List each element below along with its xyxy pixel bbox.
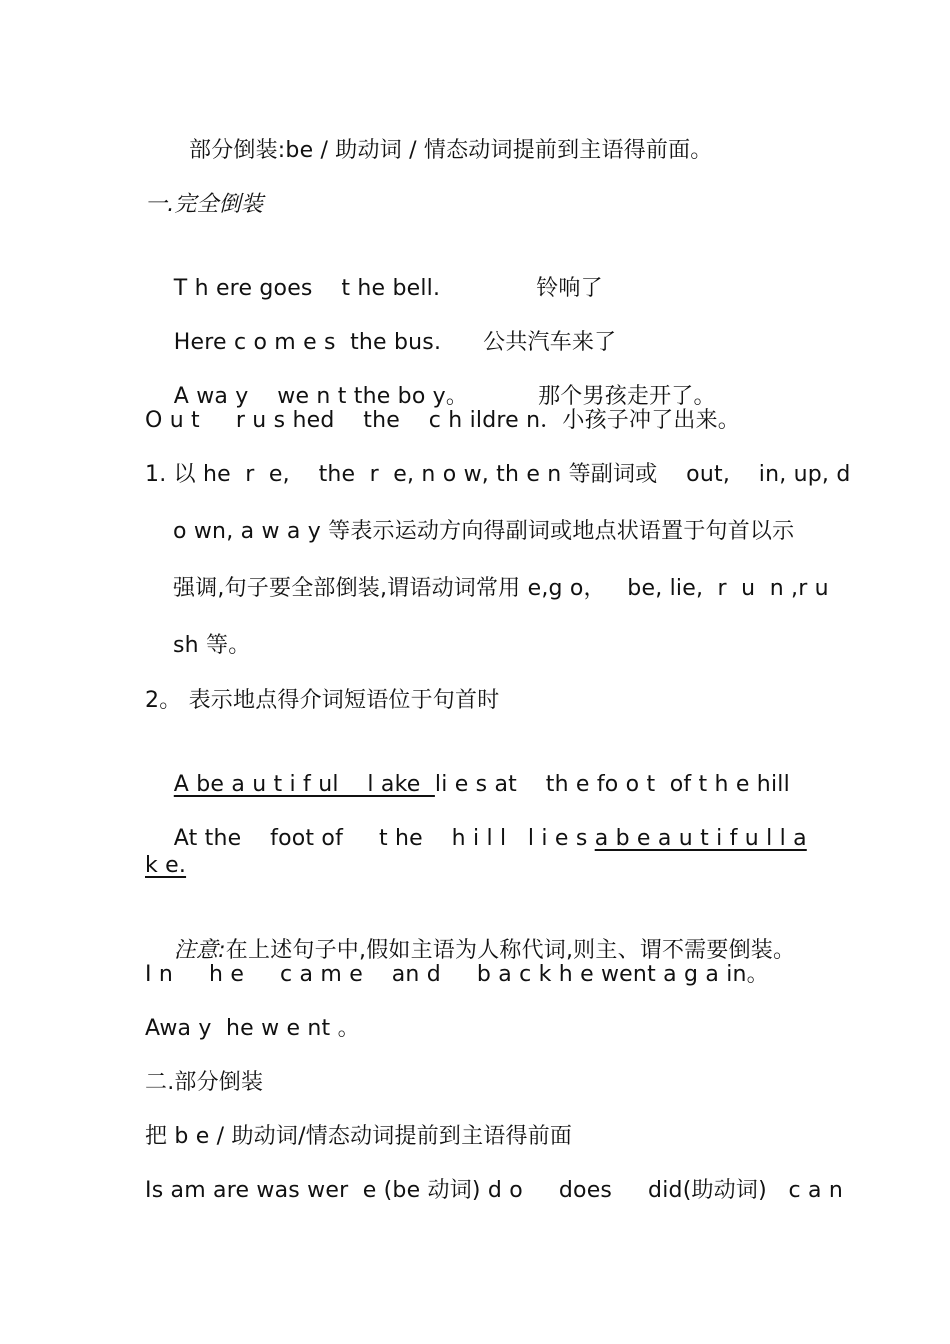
underlined-subject-2: a b e a u t i f u l l a [594,826,807,851]
example-3-chinese: 那个男孩走开了。 [538,384,716,409]
example-2-chinese: 公共汽车来了 [483,330,617,355]
sentence-2-wrap: k e. [145,853,187,878]
note-label: 注意: [173,938,226,963]
note-text: 在上述句子中,假如主语为人称代词,则主、谓不需要倒装。 [225,938,796,963]
sentence-2 [145,794,807,884]
heading-full-inversion: 一.完全倒装 [145,192,264,217]
heading-partial-inversion: 二.部分倒装 [145,1070,264,1095]
partial-rule: 把 b e / 助动词/情态动词提前到主语得前面 [145,1124,573,1149]
rule-1-line-2: o wn, a w a y 等表示运动方向得副词或地点状语置于句首以示 [173,519,795,544]
note-example-2: Awa y he w e nt 。 [145,1016,360,1041]
note-example-1: I n h e c a m e an d b a c k h e went a g a in。 [145,962,769,987]
sentence-2-start: At the foot of t he h i l l l i e s [173,826,595,851]
verb-list: Is am are was wer e (be 动词) d o does did(助动词) c a n [145,1178,843,1203]
rule-1-line-3: 强调,句子要全部倒装,谓语动词常用 e,g o， be, lie, r u n ,r u [173,576,829,601]
underlined-subject: A be a u t i f ul l ake [173,772,435,797]
example-3-english: A wa y we n t the bo y。 [173,384,469,409]
example-2-english: Here c o m e s the bus. [173,330,442,355]
rule-1-line-1: 1. 以 he r e, the r e, n o w, th e n 等副词或 out, in, up, d [145,462,851,487]
example-1-english: T h ere goes t he bell. [173,276,441,301]
sentence-1-rest: li e s at th e fo o t of t h e hill [434,772,790,797]
example-line-4: O u t r u s hed the c h ildre n．小孩子冲了出来。 [145,408,741,433]
example-1-chinese: 铃响了 [536,276,603,301]
rule-2: 2。 表示地点得介词短语位于句首时 [145,688,500,713]
intro-line: 部分倒装:be / 助动词 / 情态动词提前到主语得前面。 [189,138,713,163]
rule-1-line-4: sh 等。 [173,633,251,658]
